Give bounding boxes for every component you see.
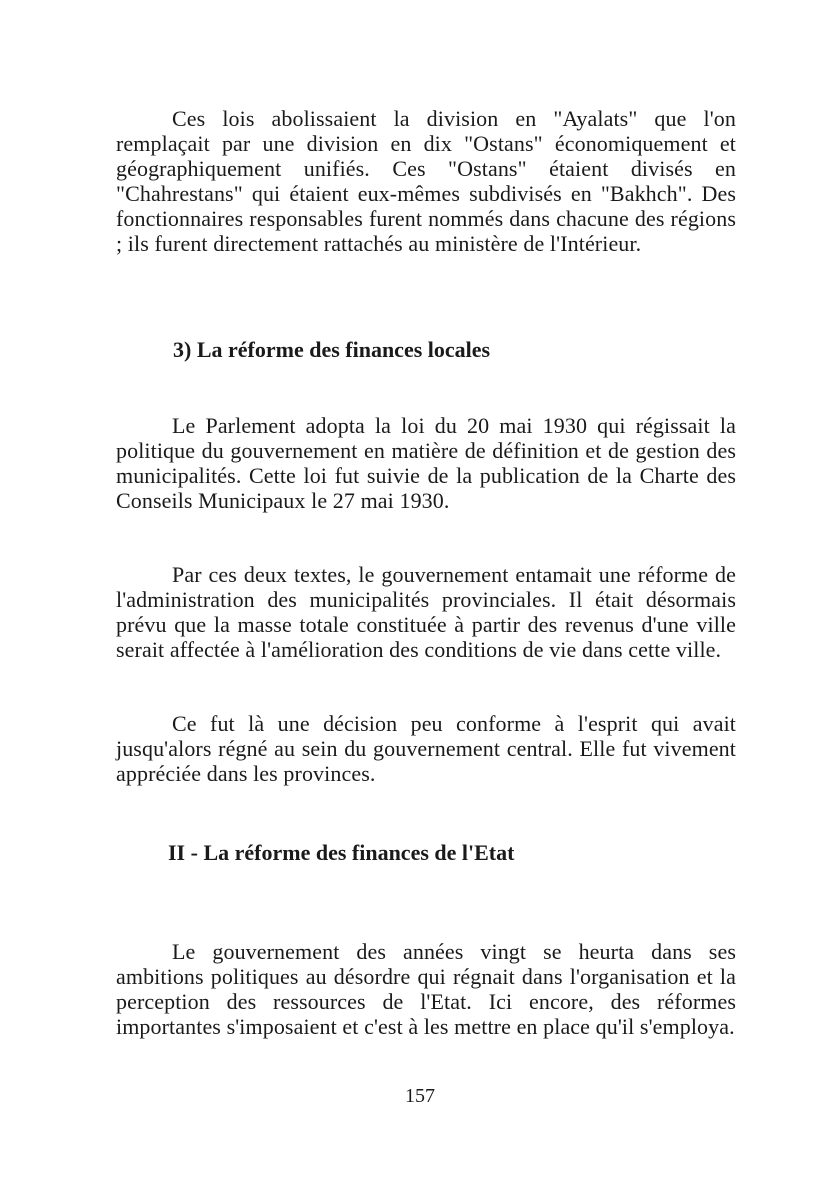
section-heading-state-finances: II - La réforme des finances de l'Etat	[168, 840, 515, 865]
paragraph-parliament-law: Le Parlement adopta la loi du 20 mai 1930 qui régissait la politique du gouvernement en matière de définition et de gestion des municipalités. Cette loi fut suivie de la publication de la Charte des Conseils Municipaux le 27 mai 1930.	[116, 413, 736, 513]
page-number: 157	[405, 1085, 435, 1107]
paragraph-government-twenties: Le gouvernement des années vingt se heurta dans ses ambitions politiques au désordre qui régnait dans l'organisation et la perception des ressources de l'Etat. Ici encore, des réformes importantes s'imposaient et c'est à les mettre en place qu'il s'employa.	[116, 939, 736, 1039]
paragraph-decision: Ce fut là une décision peu conforme à l'esprit qui avait jusqu'alors régné au sein du gouvernement central. Elle fut vivement appréciée dans les provinces.	[116, 711, 736, 786]
paragraph-ostans-division: Ces lois abolissaient la division en "Ayalats" que l'on remplaçait par une division en dix "Ostans" économiquement et géographiquement unifiés. Ces "Ostans" étaient divisés en "Chahrestans" qui étaient eux-mêmes subdivisés en "Bakhch". Des fonctionnaires responsables furent nommés dans chacune des régions ; ils furent directement rattachés au ministère de l'Intérieur.	[116, 106, 736, 256]
section-heading-local-finances: 3) La réforme des finances locales	[173, 337, 491, 362]
paragraph-municipal-reform: Par ces deux textes, le gouvernement entamait une réforme de l'administration des municipalités provinciales. Il était désormais prévu que la masse totale constituée à partir des revenus d'une ville serait affectée à l'amélioration des conditions de vie dans cette ville.	[116, 562, 736, 662]
